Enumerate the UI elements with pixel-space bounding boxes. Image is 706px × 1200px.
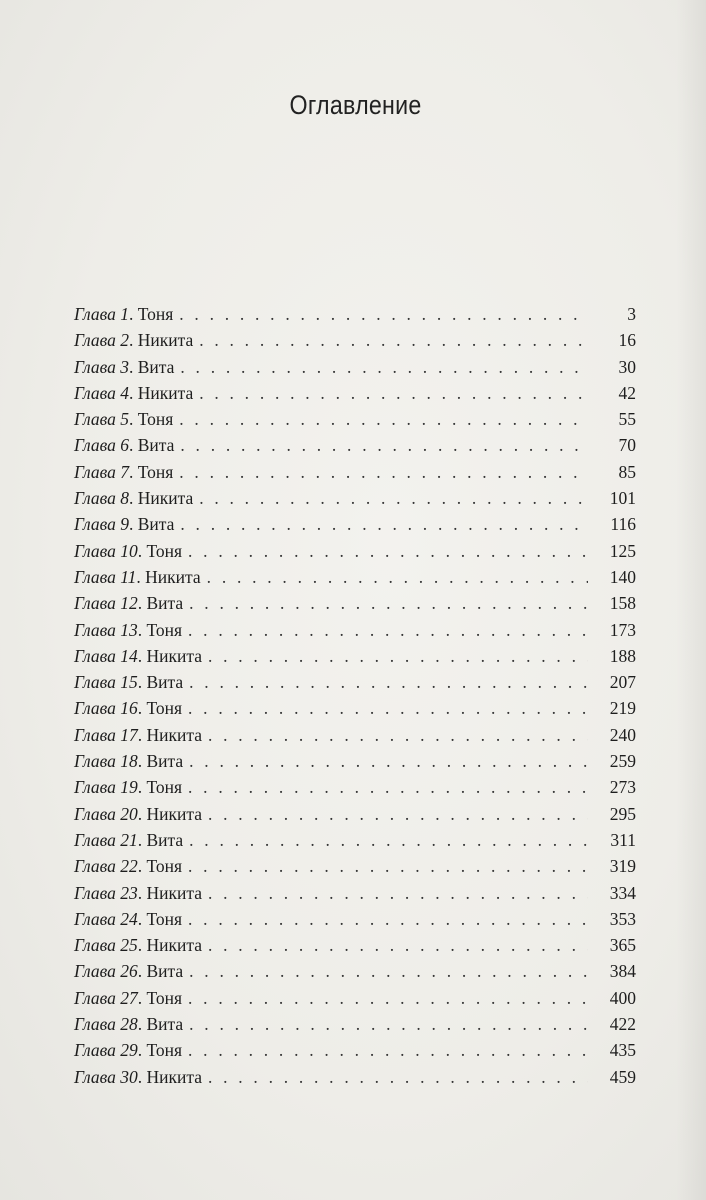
dot-leader	[188, 985, 588, 1011]
chapter-separator: .	[128, 330, 138, 351]
chapter-narrator: Тоня	[146, 1040, 183, 1061]
toc-entry-label	[74, 432, 174, 458]
page-number: 353	[609, 908, 636, 929]
chapter-number: Глава 19	[74, 777, 138, 798]
toc-entry-label	[74, 459, 173, 485]
toc-entry	[74, 485, 636, 511]
toc-entry-label	[74, 827, 183, 853]
page-number: 42	[618, 382, 636, 403]
chapter-narrator: Никита	[146, 724, 202, 745]
toc-entry-label	[74, 617, 182, 643]
page-number: 435	[609, 1040, 636, 1061]
chapter-separator: .	[128, 514, 138, 535]
dot-leader	[180, 432, 588, 458]
toc-entry	[74, 932, 636, 958]
toc-entry-label	[74, 853, 182, 879]
toc-entry	[74, 722, 636, 748]
toc-entry	[74, 459, 636, 485]
chapter-number: Глава 20	[74, 803, 138, 824]
toc-entry	[74, 880, 636, 906]
chapter-number: Глава 10	[74, 540, 138, 561]
page-number: 334	[609, 882, 636, 903]
chapter-separator: .	[137, 1066, 147, 1087]
page-number: 101	[609, 488, 636, 509]
page-number: 125	[609, 540, 636, 561]
page-number: 3	[627, 304, 636, 324]
toc-entry	[74, 958, 636, 984]
dot-leader	[179, 406, 588, 432]
toc-entry-label	[74, 380, 193, 406]
toc-entry-label	[74, 1064, 202, 1090]
page-title: Оглавление	[289, 90, 422, 120]
chapter-separator: .	[128, 304, 138, 324]
chapter-separator: .	[137, 803, 147, 824]
chapter-narrator: Тоня	[146, 540, 183, 561]
chapter-separator: .	[137, 935, 147, 956]
toc-entry	[74, 774, 636, 800]
chapter-separator: .	[137, 856, 147, 877]
toc-entry	[74, 1064, 636, 1090]
chapter-narrator: Никита	[146, 935, 202, 956]
dot-leader	[188, 853, 588, 879]
dot-leader	[189, 958, 588, 984]
chapter-narrator: Тоня	[137, 461, 174, 482]
toc-entry-label	[74, 643, 202, 669]
chapter-separator: .	[137, 908, 147, 929]
chapter-narrator: Тоня	[146, 777, 183, 798]
dot-leader	[189, 827, 588, 853]
page-number: 30	[618, 356, 636, 377]
chapter-number: Глава 22	[74, 856, 138, 877]
chapter-separator: .	[128, 461, 138, 482]
dot-leader	[180, 511, 588, 537]
toc-entry	[74, 538, 636, 564]
toc-entry-label	[74, 354, 174, 380]
chapter-narrator: Вита	[137, 435, 175, 456]
chapter-narrator: Вита	[146, 593, 184, 614]
toc-entry	[74, 827, 636, 853]
page-number: 85	[618, 461, 636, 482]
dot-leader	[179, 301, 588, 327]
toc-entry-label	[74, 538, 182, 564]
dot-leader	[188, 617, 588, 643]
page-number: 365	[609, 935, 636, 956]
chapter-narrator: Никита	[137, 330, 194, 351]
dot-leader	[208, 801, 588, 827]
chapter-narrator: Никита	[137, 382, 194, 403]
page-number: 219	[609, 698, 636, 719]
toc-entry-label	[74, 1011, 183, 1037]
chapter-separator: .	[136, 566, 146, 587]
toc-entry-label	[74, 695, 182, 721]
chapter-number: Глава 15	[74, 672, 138, 693]
toc-entry	[74, 985, 636, 1011]
chapter-number: Глава 8	[74, 488, 129, 509]
dot-leader	[180, 354, 588, 380]
chapter-number: Глава 29	[74, 1040, 138, 1061]
chapter-separator: .	[137, 724, 147, 745]
toc-entry-label	[74, 301, 173, 327]
toc-entry	[74, 380, 636, 406]
chapter-number: Глава 5	[74, 409, 129, 430]
dot-leader	[199, 327, 588, 353]
toc-entry-label	[74, 406, 173, 432]
dot-leader	[188, 906, 588, 932]
dot-leader	[189, 669, 588, 695]
page-number: 295	[609, 803, 636, 824]
chapter-narrator: Вита	[146, 672, 184, 693]
chapter-narrator: Вита	[146, 829, 184, 850]
chapter-narrator: Никита	[146, 803, 202, 824]
dot-leader	[179, 459, 588, 485]
chapter-narrator: Тоня	[146, 856, 183, 877]
toc-entry-label	[74, 590, 183, 616]
dot-leader	[188, 774, 588, 800]
dot-leader	[188, 695, 588, 721]
page-number: 273	[609, 777, 636, 798]
toc-entry-label	[74, 748, 183, 774]
page-number: 140	[609, 566, 636, 587]
toc-entry	[74, 748, 636, 774]
page-number: 207	[609, 672, 636, 693]
chapter-separator: .	[137, 961, 147, 982]
toc-entry-label	[74, 511, 174, 537]
chapter-separator: .	[137, 672, 147, 693]
page-number: 70	[618, 435, 636, 456]
chapter-separator: .	[137, 698, 147, 719]
toc-entry	[74, 801, 636, 827]
toc-entry	[74, 354, 636, 380]
toc-entry-label	[74, 880, 202, 906]
chapter-number: Глава 11	[74, 566, 137, 587]
page-number: 16	[618, 330, 636, 351]
chapter-separator: .	[137, 619, 147, 640]
dot-leader	[208, 932, 588, 958]
chapter-narrator: Тоня	[146, 619, 183, 640]
toc-entry	[74, 617, 636, 643]
chapter-narrator: Тоня	[146, 698, 183, 719]
chapter-separator: .	[128, 356, 138, 377]
dot-leader	[208, 722, 588, 748]
dot-leader	[199, 485, 588, 511]
page-number: 173	[609, 619, 636, 640]
toc-entry	[74, 301, 636, 327]
chapter-number: Глава 4	[74, 382, 129, 403]
chapter-separator: .	[128, 488, 138, 509]
chapter-number: Глава 30	[74, 1066, 138, 1087]
page-number: 459	[609, 1066, 636, 1087]
toc-entry-label	[74, 1037, 182, 1063]
dot-leader	[189, 590, 588, 616]
page-number: 422	[609, 1014, 636, 1035]
toc-entry-label	[74, 564, 201, 590]
dot-leader	[188, 538, 588, 564]
table-of-contents	[74, 301, 636, 1090]
toc-entry-label	[74, 801, 202, 827]
chapter-number: Глава 14	[74, 645, 138, 666]
chapter-narrator: Вита	[137, 514, 175, 535]
chapter-narrator: Тоня	[146, 908, 183, 929]
page-number: 311	[610, 829, 636, 850]
dot-leader	[189, 1011, 588, 1037]
toc-entry	[74, 906, 636, 932]
page-number: 319	[609, 856, 636, 877]
toc-entry	[74, 853, 636, 879]
chapter-number: Глава 1	[74, 304, 129, 324]
toc-entry	[74, 406, 636, 432]
dot-leader	[188, 1037, 588, 1063]
chapter-separator: .	[137, 645, 147, 666]
toc-entry	[74, 432, 636, 458]
toc-entry	[74, 1037, 636, 1063]
chapter-number: Глава 24	[74, 908, 138, 929]
chapter-narrator: Никита	[146, 645, 202, 666]
chapter-number: Глава 2	[74, 330, 129, 351]
chapter-narrator: Вита	[137, 356, 175, 377]
toc-entry-label	[74, 669, 183, 695]
chapter-narrator: Никита	[145, 566, 201, 587]
dot-leader	[208, 880, 588, 906]
toc-entry-label	[74, 958, 183, 984]
chapter-separator: .	[137, 751, 147, 772]
page-number: 158	[609, 593, 636, 614]
toc-entry	[74, 1011, 636, 1037]
page-number: 400	[609, 987, 636, 1008]
chapter-narrator: Никита	[137, 488, 194, 509]
chapter-number: Глава 21	[74, 829, 138, 850]
toc-entry	[74, 669, 636, 695]
chapter-narrator: Тоня	[146, 987, 183, 1008]
chapter-number: Глава 13	[74, 619, 138, 640]
toc-entry-label	[74, 485, 193, 511]
toc-entry-label	[74, 985, 182, 1011]
chapter-separator: .	[137, 829, 147, 850]
toc-entry	[74, 327, 636, 353]
toc-entry-label	[74, 327, 193, 353]
chapter-number: Глава 16	[74, 698, 138, 719]
dot-leader	[207, 564, 588, 590]
dot-leader	[189, 748, 588, 774]
chapter-number: Глава 26	[74, 961, 138, 982]
chapter-separator: .	[137, 777, 147, 798]
page-number: 116	[610, 514, 636, 535]
chapter-number: Глава 23	[74, 882, 138, 903]
chapter-number: Глава 17	[74, 724, 138, 745]
page-number: 384	[609, 961, 636, 982]
chapter-narrator: Тоня	[137, 409, 174, 430]
dot-leader	[208, 1064, 588, 1090]
chapter-number: Глава 18	[74, 751, 138, 772]
chapter-separator: .	[137, 987, 147, 1008]
chapter-number: Глава 7	[74, 461, 129, 482]
chapter-narrator: Тоня	[137, 304, 174, 324]
chapter-separator: .	[137, 1040, 147, 1061]
chapter-separator: .	[128, 409, 138, 430]
chapter-narrator: Вита	[146, 961, 184, 982]
dot-leader	[208, 643, 588, 669]
chapter-separator: .	[128, 435, 138, 456]
page-number: 240	[609, 724, 636, 745]
chapter-separator: .	[137, 540, 147, 561]
toc-entry	[74, 564, 636, 590]
chapter-number: Глава 12	[74, 593, 138, 614]
chapter-narrator: Вита	[146, 1014, 184, 1035]
page-number: 259	[609, 751, 636, 772]
chapter-number: Глава 3	[74, 356, 129, 377]
toc-entry	[74, 695, 636, 721]
toc-entry-label	[74, 932, 202, 958]
toc-entry-label	[74, 722, 202, 748]
chapter-number: Глава 9	[74, 514, 129, 535]
chapter-separator: .	[137, 882, 147, 903]
page-number: 55	[618, 409, 636, 430]
chapter-separator: .	[128, 382, 138, 403]
chapter-number: Глава 28	[74, 1014, 138, 1035]
chapter-narrator: Вита	[146, 751, 184, 772]
page-number: 188	[609, 645, 636, 666]
dot-leader	[199, 380, 588, 406]
chapter-number: Глава 6	[74, 435, 129, 456]
chapter-number: Глава 25	[74, 935, 138, 956]
chapter-narrator: Никита	[146, 882, 202, 903]
toc-entry	[74, 511, 636, 537]
toc-entry	[74, 643, 636, 669]
toc-entry-label	[74, 906, 182, 932]
chapter-narrator: Никита	[146, 1066, 202, 1087]
chapter-number: Глава 27	[74, 987, 138, 1008]
chapter-separator: .	[137, 1014, 147, 1035]
page-edge-shadow	[676, 0, 706, 1200]
toc-entry	[74, 590, 636, 616]
chapter-separator: .	[137, 593, 147, 614]
toc-entry-label	[74, 774, 182, 800]
